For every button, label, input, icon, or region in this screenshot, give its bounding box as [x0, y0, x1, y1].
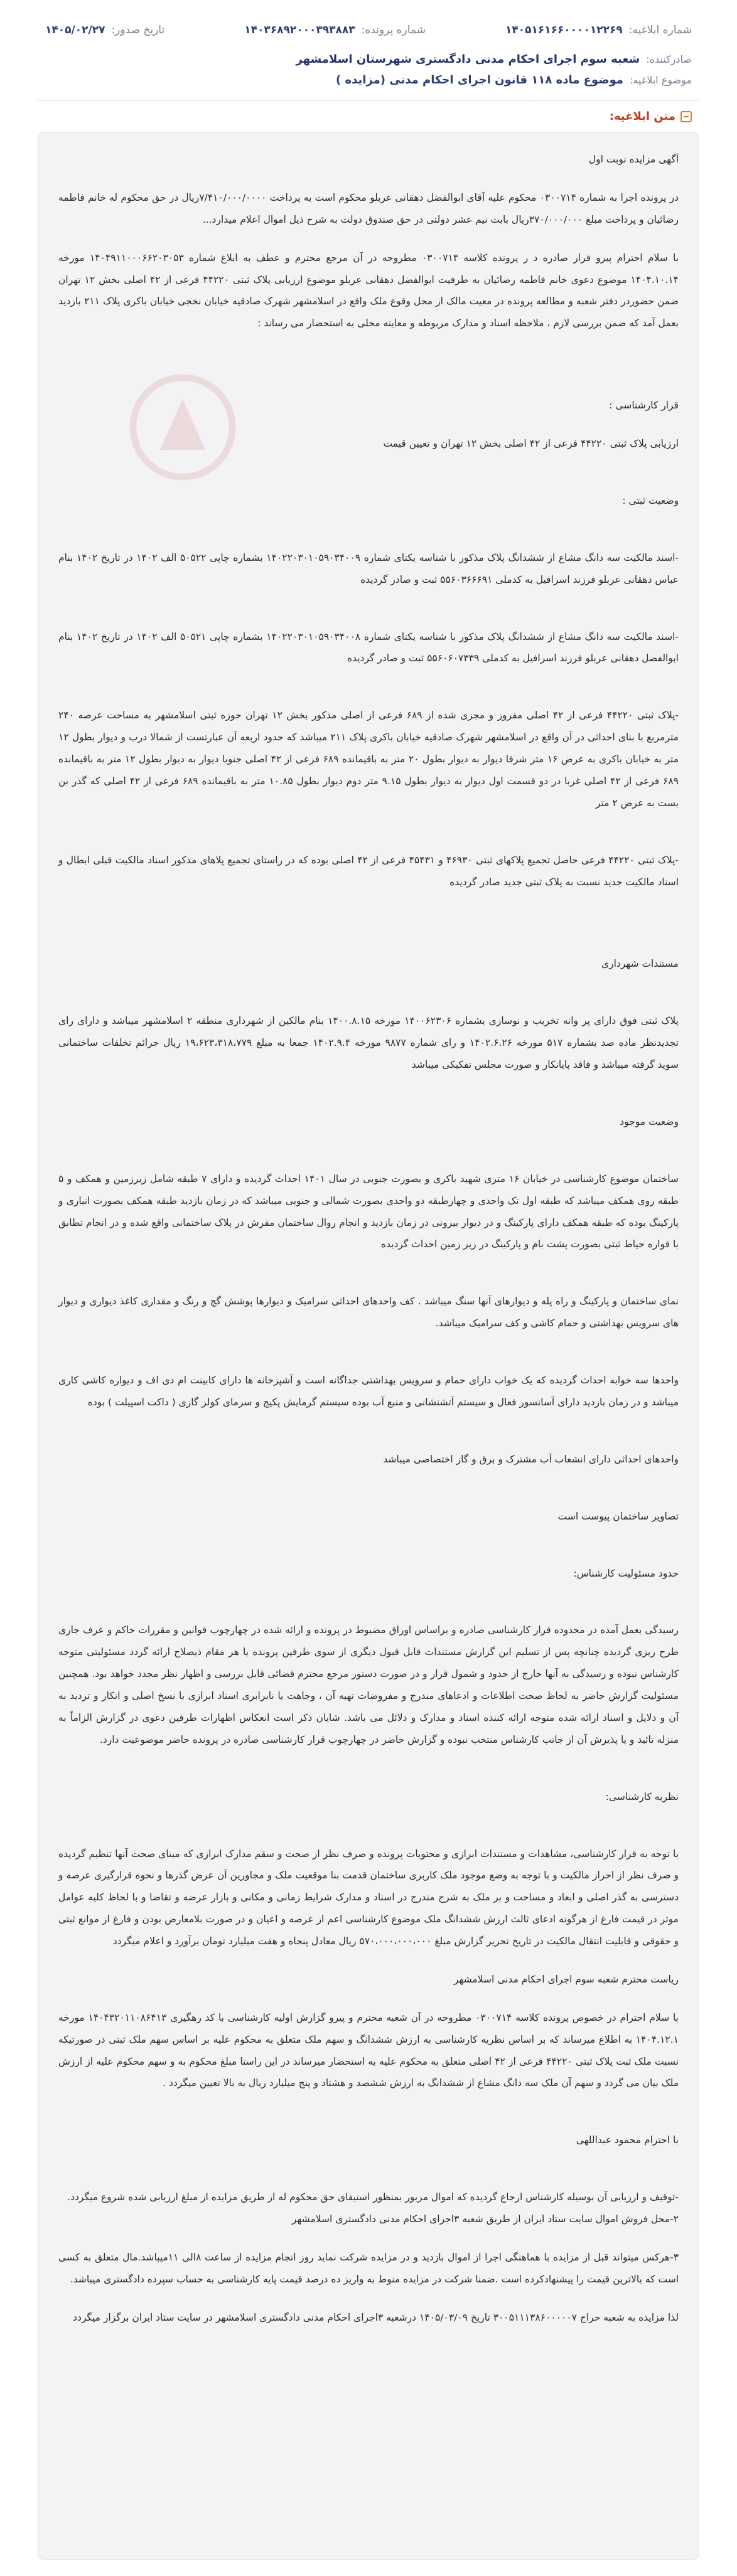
paragraph-signoff: با احترام محمود عبداللهی: [576, 2134, 679, 2146]
notice-number-label: شماره ابلاغیه:: [628, 24, 692, 36]
paragraph-current-4: واحدهای احداثی دارای انشعاب آب مشترک و برق و گاز اختصاصی میباشد: [383, 1453, 679, 1465]
paragraph-expert-scope: رسیدگی بعمل آمده در محدوده قرار کارشناسی صادره و براساس اوراق مضبوط در پرونده و ارائه شده در چهارچوب قوانین و مقررات حاکم و عرف جاری طرح ریزی گردیده چنانچه پس از تسلیم این گزارش مستندات قابل قبول دیگری از سوی طرفین پرونده یا هر مقام ذیصلاح ارائه گردد مسئولیتی متوجه کارشناس نبوده و رسیدگی به آنها خارج از حدود و شمول قرار و در صورت دستور مرجع محترم قضائی قابل بررسی و اظهار نظر مجدد خواهد بود. همچنین مسئولیت گزارش حاضر به لحاظ صحت اطلاعات و ادعاهای مندرج و مفروضات تهیه آن ، وجاهت یا نابرابری اسناد ابرازی با نسخ اصلی و انکار و تردید به آن و دلایل و اسناد ارائه شده متوجه ارائه کننده اسناد و مدارک و دلائل می باشد. شایان ذکر است انعکاس اظهارات طرفین دعوی در گزارش الزاماً به منزله تائید و یا پذیرش آن از جانب کارشناس منتخب نبوده و گزارش حاضر در چهارچوب قرار کارشناسی صادره در پرونده حاضر موضوعیت دارد.: [58, 1624, 679, 1745]
case-number-label: شماره پرونده:: [361, 24, 426, 36]
paragraph-current-3: واحدها سه خوابه احداث گردیده که یک خواب دارای حمام و سرویس بهداشتی جداگانه است و آشپزخانه ها دارای کابینت ام دی اف و دیواره کاشی کاری میباشد و در زمان بازدید دارای آسانسور فعال و سیستم آتشنشانی و منبع آب بوده سیستم گرمایش پکیج و سرمای کولر گازی ( داکت اسپیلت ) بوده: [58, 1375, 679, 1408]
heading-current-status: وضعیت موجود: [620, 1115, 679, 1127]
case-number-value: ۱۴۰۳۶۸۹۲۰۰۰۳۹۳۸۸۳: [244, 24, 355, 36]
paragraph-expert-opinion: با توجه به قرار کارشناسی، مشاهدات و مستندات ابرازی و محتویات پرونده و صرف نظر از صحت و سقم مدارک ابرازی که مبنای صحت آنها تنظیم گردیده و صرف نظر از احراز مالکیت و با توجه به وضع موجود ملک کاربری ساختمان قدمت بنا موقعیت ملک و مجاورین آن عرض گذرها و نحوه قرارگیری عرصه و دسترسی به گذر اصلی و ابعاد و مساحت و بر ملک به شرح مندرج در اسناد و مدارک شرایط زمانی و مکانی و بازار عرضه و تقاضا و با لحاظ کلیه عوامل موثر در قیمت فارغ از هرگونه ادعای ثالث ارزش ششدانگ ملک موضوع کارشناسی اعم از عرصه و اعیان و در صورت بلامعارض بودن و فارغ از موانع ثبتی و حقوقی و قابلیت انتقال مالکیت در تاریخ تحریر گزارش مبلغ ۵۷۰،۰۰۰،۰۰۰،۰۰۰ ریال معادل پنجاه و هفت میلیارد تومان برآورد و اعلام میگردد: [58, 1848, 679, 1947]
notice-number-item: [505, 24, 692, 36]
paragraph-intro: با سلام احترام پیرو قرار صادره د ر پرونده کلاسه ۰۳۰۰۷۱۴ مطروحه در آن مرجع محترم و عطف به ابلاغ شماره ۱۴۰۴۹۱۱۰۰۰۶۶۲۰۳۰۵۳ مورخه ۱۴۰۴.۱۰.۱۴ موضوع دعوی خانم فاطمه رضائیان به طرفیت ابوالفضل دهقانی عربلو موضوع ارزیابی پلاک ثبتی ۴۴۲۲۰ فرعی از ۴۲ اصلی بخش ۱۲ تهران ضمن حضوردر دفتر شعبه و مطالعه پرونده در معیت مالک از محل وقوع ملک واقع در اسلامشهر شهرک صادقیه خیابان نخجی خیابان باکری پلاک ۲۱۱ بازدید بعمل آمد که ضمن بررسی لازم ، ملاحظه اسناد و مدارک مربوطه و معاینه محلی به استحضار می رساند :: [58, 252, 679, 329]
paragraph-expert-order: ارزیابی پلاک ثبتی ۴۴۲۲۰ فرعی از ۴۲ اصلی بخش ۱۲ تهران و تعیین قیمت: [383, 438, 679, 449]
paragraph-note-3: ۳-هرکس میتواند قبل از مزایده با هماهنگی اجرا از اموال بازدید و در مزایده شرکت نماید روز انجام مزایده از ساعت ۸الی ۱۱میباشد.مال متعلق به کسی است که بالاترین قیمت را پیشنهادکرده است .ضمنا شرکت در مزایده منوط به واریز ده درصد قیمت پایه کارشناسی به حساب سپرده دادگستری میباشد.: [58, 2251, 679, 2285]
notice-meta-bar: [0, 0, 737, 36]
issuer-label: صادرکننده:: [646, 53, 692, 65]
notice-title: آگهی مزایده نوبت اول: [588, 154, 679, 165]
heading-registry-status: وضعیت ثبتی :: [622, 494, 679, 506]
paragraph-registry-3: -پلاک ثبتی ۴۴۲۲۰ فرعی از ۴۲ اصلی مفروز و مجزی شده از ۶۸۹ فرعی از اصلی مذکور بخش ۱۲ تهران حوزه ثبتی اسلامشهر به مساحت عرصه ۲۴۰ مترمربع با بنای احداثی در آن واقع در اسلامشهر شهرک صادقیه خیابان باکری پلاک ۲۱۱ میباشد که حدود اربعه آن عبارتست از شمالا درب و دیوار بطول ۱۲ متر به خیابان باکری به عرض ۱۶ متر شرقا دیوار به دیوار بطول ۲۰ متر به باقیمانده ۶۸۹ فرعی از ۴۲ اصلی جنوبا دیوار به دیوار بطول ۱۲ متر به باقیمانده ۶۸۹ فرعی از ۴۲ اصلی غربا در دو قسمت اول دیوار به دیوار بطول ۹.۱۵ متر دوم دیوار بطول ۱۰.۸۵ متر به باقیمانده ۶۸۹ فرعی از ۴۲ اصلی که گذر بن بست به عرض ۲ متر: [58, 710, 679, 809]
paragraph-current-5: تصاویر ساختمان پیوست است: [557, 1510, 679, 1522]
notice-header: [0, 36, 737, 87]
collapse-icon[interactable]: [681, 111, 692, 122]
paragraph-letter: با سلام احترام در خصوص پرونده کلاسه ۰۳۰۰۷۱۴ مطروحه در آن شعبه محترم و پیرو گزارش اولیه کارشناسی با کد رهگیری ۱۴۰۴۳۲۰۱۱۰۸۶۴۱۳ مورخه ۱۴۰۴.۱۲.۱ به اطلاع میرساند که بر اساس نظریه کارشناسی به ارزش ششدانگ و سهم ملک متعلق به محکوم علیه بر اساس سهم ملک ثبتی در صورتیکه نسبت ملک ثبت پلاک ثبتی ۴۴۲۲۰ فرعی از ۴۲ اصلی متعلق به محکوم علیه به استحضار میرساند در این راستا مبلغ محکوم به و سهم محکوم علیه از ارزش ملک بیان می گردد و سهم آن ملک سه دانگ مشاع از ششدانگ به ارزش ششصد و هشتاد و پنج میلیارد ریال به بالا تعیین میگردد .: [58, 2011, 679, 2089]
issuer-row: [45, 53, 692, 66]
heading-expert-opinion: نظریه کارشناسی:: [605, 1791, 679, 1802]
notice-body-card: [38, 132, 699, 2560]
subject-value: موضوع ماده ۱۱۸ قانون اجرای احکام مدنی (مزایده ): [335, 73, 624, 87]
paragraph-addressee: ریاست محترم شعبه سوم اجرای احکام مدنی اسلامشهر: [453, 1973, 679, 1985]
paragraph-municipal-docs: پلاک ثبتی فوق دارای پر وانه تخریب و نوسازی بشماره ۱۴۰۰۶۲۳۰۶ مورخه ۱۴۰۰.۸.۱۵ بنام مالکین از شهرداری منطقه ۲ اسلامشهر میباشد و دارای رای تجدیدنظر ماده صد بشماره ۵۱۷ مورخه ۱۴۰۲.۶.۲۶ و رای شماره ۹۸۷۷ مورخه ۱۴۰۲.۹.۴ جمعا به مبلغ ۱۹،۶۲۳،۳۱۸،۷۷۹ ریال جرائم تخلفات ساختمانی سوید گرفته میباشد و فاقد پایانکار و صورت مجلس تفکیکی میباشد: [58, 1015, 679, 1070]
paragraph-note-1: -توقیف و ارزیابی آن بوسیله کارشناس ارجاع گردیده که اموال مزبور بمنظور استیفای حق محکوم له از طریق مزایده از مبلغ ارزیابی شده شروع میگردد.: [67, 2191, 679, 2203]
case-number-item: [244, 24, 426, 36]
paragraph-debt: در پرونده اجرا به شماره ۰۳۰۰۷۱۴ محکوم علیه آقای ابوالفضل دهقانی عربلو محکوم است به پرداخت ۷/۴۱۰/۰۰۰/۰۰۰۰ریال در حق محکوم له خانم فاطمه رضائیان و پرداخت مبلغ ۳۷۰/۰۰۰/۰۰۰ریال بابت نیم عشر دولتی در حق صندوق دولت به شرح ذیل اموال اعلام میدارد...: [58, 191, 679, 225]
paragraph-note-2: ۲-محل فروش اموال سایت ستاد ایران از طریق شعبه ۳اجرای احکام مدنی دادگستری اسلامشهر: [291, 2213, 679, 2225]
paragraph-current-1: ساختمان موضوع کارشناسی در خیابان ۱۶ متری شهید باکری و بصورت جنوبی در سال ۱۴۰۱ احداث گردیده و دارای ۷ طبقه شامل زیرزمین و همکف و ۵ طبقه روی همکف میباشد که طبقه اول تک واحدی و چهارطبقه دو واحدی بصورت شمالی و جنوبی میباشد که در زمان بازدید طبقه همکف بصورت انباری و پارکینگ بوده که طبقه همکف دارای پارکینگ و در دیوار بیرونی در زمان بازدید و انجام روال ساختمان مفرش در پلاک ساختمانی واقع شده و در انجام تطابق با قواره حیاط ثبتی بصورت پشت بام و پارکینگ در زیر زمین احداث گردیده: [58, 1173, 679, 1250]
paragraph-registry-1: -اسند مالکیت سه دانگ مشاع از ششدانگ پلاک مذکور با شناسه یکتای شماره ۱۴۰۲۲۰۳۰۱۰۵۹۰۳۴۰۰۹ بشماره چاپی ۵۰۵۲۲ الف ۱۴۰۲ در تاریخ ۱۴۰۲ بنام عباس دهقانی عربلو فرزند اسرافیل به کدملی ۵۵۶۰۳۶۶۶۹۱ ثبت و صادر گردیده: [58, 551, 679, 585]
judiciary-emblem-watermark-icon: [126, 371, 239, 484]
subject-label: موضوع ابلاغیه:: [630, 74, 692, 86]
notice-text-label: متن ابلاغیه:: [609, 110, 675, 123]
notice-text-heading: [0, 101, 737, 123]
heading-municipal-docs: مستندات شهرداری: [601, 958, 679, 970]
heading-expert-scope: حدود مسئولیت کارشناس:: [573, 1567, 679, 1579]
paragraph-registry-2: -اسند مالکیت سه دانگ مشاع از ششدانگ پلاک مذکور با شناسه یکتای شماره ۱۴۰۲۲۰۳۰۱۰۵۹۰۳۴۰۰۸ بشماره چاپی ۵۰۵۲۱ الف ۱۴۰۲ در تاریخ ۱۴۰۲ بنام ابوالفضل دهقانی عربلو فرزند اسرافیل به کدملی ۵۵۶۰۶۰۷۳۳۹ ثبت و صادر گردیده: [58, 631, 679, 664]
paragraph-current-2: نمای ساختمان و پارکینگ و راه پله و دیوارهای آنها سنگ میباشد . کف واحدهای احداثی سرامیک و دیوارها پوشش گچ و رنگ و مقداری کاغذ دیواری و دیوار های سرویس بهداشتی و حمام کاشی و کف سرامیک میباشد.: [58, 1296, 679, 1329]
paragraph-registry-4: -پلاک ثبتی ۴۴۲۲۰ فرعی حاصل تجمیع پلاکهای ثبتی ۴۶۹۳۰ و ۴۵۴۳۱ فرعی از ۴۲ اصلی بوده که در راستای تجمیع پلاهای مذکور اسناد مالکیت قبلی ابطال و اسناد مالکیت جدید نسبت به پلاک ثبتی جدید صادر گردیده: [58, 854, 679, 888]
heading-expert-order: قرار کارشناسی :: [609, 400, 679, 412]
issue-date-value: ۱۴۰۵/۰۲/۲۷: [45, 24, 105, 36]
paragraph-note-4: لذا مزایده به شعبه حراج ۳۰۰۵۱۱۱۳۸۶۰۰۰۰۰۷ تاریخ ۱۴۰۵/۰۳/۰۹ درشعبه ۳اجرای احکام مدنی دادگستری اسلامشهر در سایت ستاد ایران برگزار میگردد: [73, 2311, 679, 2323]
notice-number-value: ۱۴۰۵۱۶۱۶۶۰۰۰۰۱۲۲۶۹: [505, 24, 623, 36]
issue-date-label: تاریخ صدور:: [111, 24, 165, 36]
subject-row: [45, 73, 692, 87]
issue-date-item: [45, 24, 164, 36]
issuer-value: شعبه سوم اجرای احکام مدنی دادگستری شهرستان اسلامشهر: [296, 53, 640, 66]
